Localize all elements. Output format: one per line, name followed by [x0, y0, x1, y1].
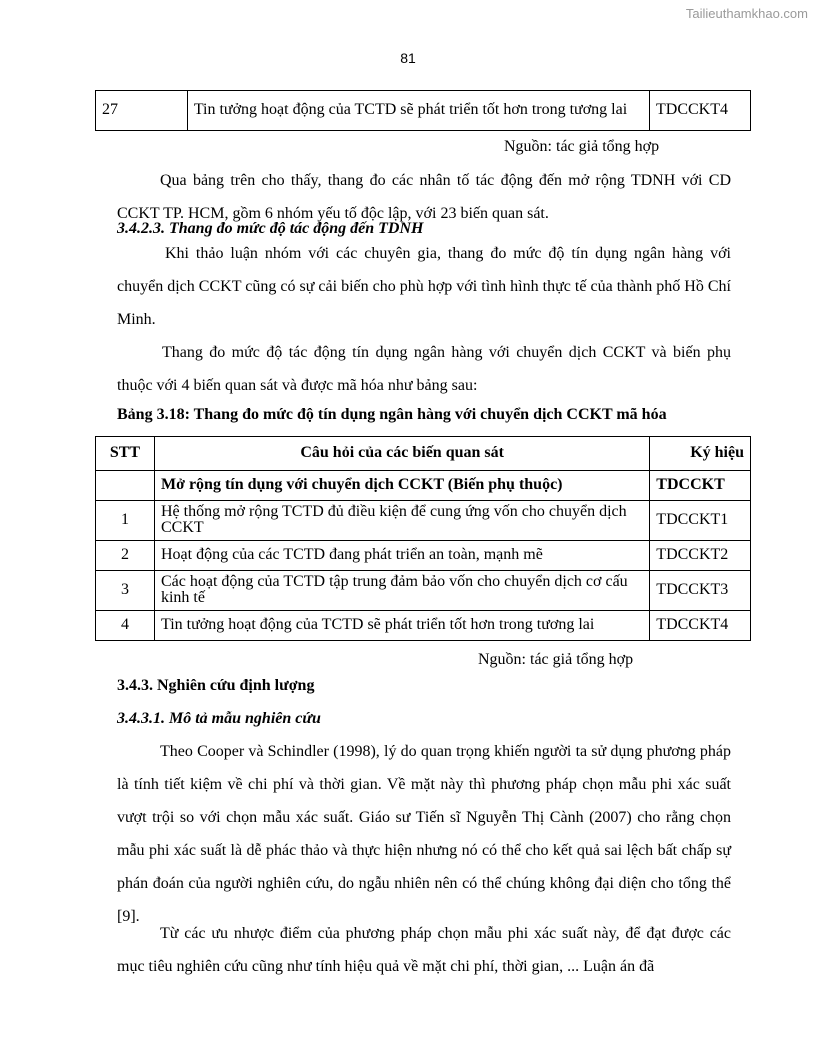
table-group-row	[96, 471, 751, 501]
row-code: TDCCKT2	[650, 541, 751, 571]
row-number: 4	[96, 611, 155, 641]
header-stt: STT	[96, 437, 155, 471]
group-label: Mở rộng tín dụng với chuyển dịch CCKT (Biến phụ thuộc)	[154, 471, 649, 501]
row-number: 27	[96, 91, 188, 131]
row-code: TDCCKT4	[649, 91, 750, 131]
row-number: 2	[96, 541, 155, 571]
row-number: 1	[96, 501, 155, 541]
table-header-row	[96, 437, 751, 471]
table-row	[96, 611, 751, 641]
section-heading: 3.4.3.1. Mô tả mẫu nghiên cứu	[117, 710, 321, 727]
table-source-note: Nguồn: tác giả tổng hợp	[478, 651, 634, 668]
paragraph: Qua bảng trên cho thấy, thang đo các nhân tố tác động đến mở rộng TDNH với CD CCKT TP. HCM, gồm 6 nhóm yếu tố độc lập, với 23 biến quan sát.	[117, 172, 731, 222]
header-question: Câu hỏi của các biến quan sát	[154, 437, 649, 471]
row-code: TDCCKT4	[650, 611, 751, 641]
section-heading: 3.4.2.3. Thang đo mức độ tác động đến TDNH	[117, 220, 424, 237]
group-code: TDCCKT	[650, 471, 751, 501]
section-heading: 3.4.3. Nghiên cứu định lượng	[117, 677, 315, 694]
row-question: Hệ thống mở rộng TCTD đủ điều kiện để cung ứng vốn cho chuyển dịch CCKT	[154, 501, 649, 541]
paragraph: Theo Cooper và Schindler (1998), lý do quan trọng khiến người ta sử dụng phương pháp là tính tiết kiệm về chi phí và thời gian. Về mặt này thì phương pháp chọn mẫu phi xác suất vượt trội so với chọn mẫu xác suất. Giáo sư Tiến sĩ Nguyễn Thị Cành (2007) cho rằng chọn mẫu phi xác suất là dễ phác thảo và thực hiện nhưng nó có thể cho kết quả sai lệch bất chấp sự phán đoán của người nghiên cứu, do ngẫu nhiên nên có thể chúng không đại diện cho tổng thể [9].	[117, 743, 731, 925]
table-source-note: Nguồn: tác giả tổng hợp	[504, 138, 660, 155]
paragraph: Khi thảo luận nhóm với các chuyên gia, thang đo mức độ tín dụng ngân hàng với chuyển dịch CCKT cũng có sự cải biến cho phù hợp với tình hình thực tế của thành phố Hồ Chí Minh.	[117, 245, 731, 328]
table-row	[96, 571, 751, 611]
row-question: Hoạt động của các TCTD đang phát triển an toàn, mạnh mẽ	[154, 541, 649, 571]
watermark: Tailieuthamkhao.com	[685, 6, 808, 21]
table-caption: Bảng 3.18: Thang đo mức độ tín dụng ngân hàng với chuyển dịch CCKT mã hóa	[117, 406, 667, 423]
table-row	[96, 91, 751, 131]
table-row	[96, 541, 751, 571]
row-question: Các hoạt động của TCTD tập trung đảm bảo vốn cho chuyển dịch cơ cấu kinh tế	[154, 571, 649, 611]
row-code: TDCCKT1	[650, 501, 751, 541]
paragraph: Từ các ưu nhược điểm của phương pháp chọn mẫu phi xác suất này, để đạt được các mục tiêu nghiên cứu cũng như tính hiệu quả về mặt chi phí, thời gian, ... Luận án đã	[117, 925, 731, 975]
continued-table	[95, 90, 751, 131]
page-number: 81	[400, 50, 416, 66]
row-number: 3	[96, 571, 155, 611]
row-code: TDCCKT3	[650, 571, 751, 611]
row-question: Tin tưởng hoạt động của TCTD sẽ phát triển tốt hơn trong tương lai	[154, 611, 649, 641]
row-question: Tin tưởng hoạt động của TCTD sẽ phát triển tốt hơn trong tương lai	[187, 91, 649, 131]
paragraph: Thang đo mức độ tác động tín dụng ngân hàng với chuyển dịch CCKT và biến phụ thuộc với 4 biến quan sát và được mã hóa như bảng sau:	[117, 344, 731, 394]
variables-table	[95, 436, 751, 641]
header-code: Ký hiệu	[650, 437, 751, 471]
table-row	[96, 501, 751, 541]
